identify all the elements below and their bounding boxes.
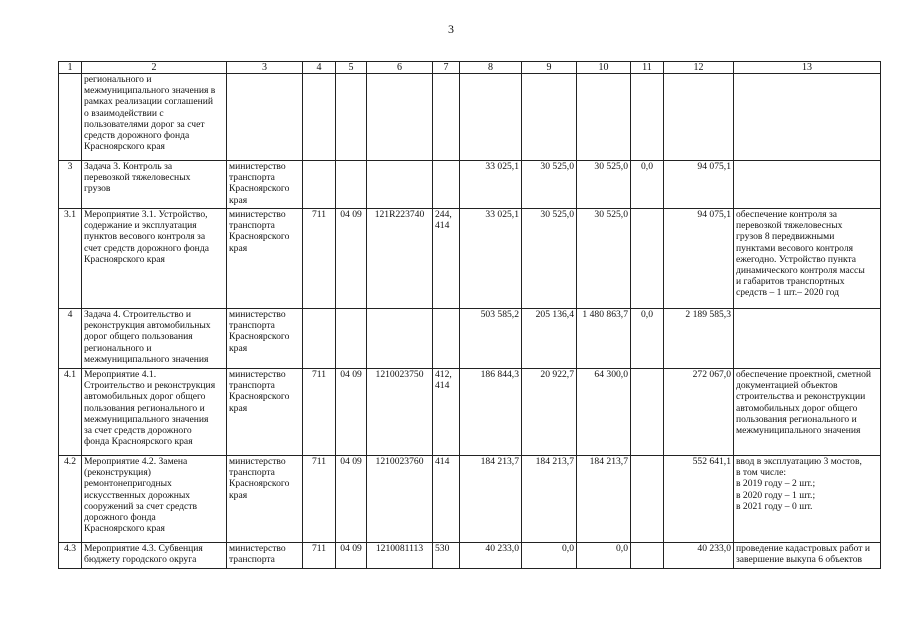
row-grbs: 711	[303, 209, 336, 309]
column-number: 11	[631, 62, 664, 74]
row-vr	[433, 309, 460, 369]
row-name: Мероприятие 3.1. Устройство, содержание и эксплуатация пунктов весового контроля за счет средств дорожного фонда Красноярского края	[82, 209, 227, 309]
column-number: 8	[460, 62, 522, 74]
table-body	[59, 62, 881, 569]
row-total: 272 067,0	[664, 369, 734, 456]
row-executor: министерство транспорта Красноярского края	[227, 456, 303, 543]
row-executor: министерство транспорта Красноярского края	[227, 161, 303, 209]
row-value-2019: 186 844,3	[460, 369, 522, 456]
row-value-2021: 0,0	[577, 543, 631, 569]
row-grbs: 711	[303, 456, 336, 543]
row-csr	[367, 74, 433, 161]
row-vr: 412, 414	[433, 369, 460, 456]
row-value-2020: 184 213,7	[522, 456, 577, 543]
row-csr: 1210081113	[367, 543, 433, 569]
row-rzpr	[336, 309, 367, 369]
row-rzpr	[336, 74, 367, 161]
row-grbs	[303, 309, 336, 369]
row-csr: 1210023760	[367, 456, 433, 543]
column-number: 5	[336, 62, 367, 74]
row-value-col11	[631, 74, 664, 161]
row-id: 4.2	[59, 456, 82, 543]
row-total: 40 233,0	[664, 543, 734, 569]
row-id: 3.1	[59, 209, 82, 309]
row-rzpr: 04 09	[336, 369, 367, 456]
row-csr	[367, 161, 433, 209]
table-row	[59, 369, 881, 456]
row-total: 94 075,1	[664, 161, 734, 209]
row-name: Мероприятие 4.3. Субвенция бюджету городского округа	[82, 543, 227, 569]
column-number: 3	[227, 62, 303, 74]
row-grbs: 711	[303, 543, 336, 569]
row-grbs: 711	[303, 369, 336, 456]
row-value-2021: 30 525,0	[577, 161, 631, 209]
row-executor: министерство транспорта Красноярского края	[227, 369, 303, 456]
row-id: 4.1	[59, 369, 82, 456]
row-vr: 414	[433, 456, 460, 543]
row-id	[59, 74, 82, 161]
row-value-2019: 33 025,1	[460, 209, 522, 309]
row-total: 94 075,1	[664, 209, 734, 309]
column-number: 9	[522, 62, 577, 74]
row-total: 552 641,1	[664, 456, 734, 543]
row-value-2020: 30 525,0	[522, 161, 577, 209]
page-number: 3	[448, 22, 454, 36]
row-vr	[433, 74, 460, 161]
row-value-2021: 1 480 863,7	[577, 309, 631, 369]
row-result: проведение кадастровых работ и завершение выкупа 6 объектов	[734, 543, 881, 569]
row-value-2021: 30 525,0	[577, 209, 631, 309]
table-row	[59, 161, 881, 209]
row-value-col11	[631, 369, 664, 456]
row-value-2021	[577, 74, 631, 161]
row-name: Задача 4. Строительство и реконструкция автомобильных дорог общего пользования регионального и межмуниципального значения	[82, 309, 227, 369]
row-value-2020: 20 922,7	[522, 369, 577, 456]
program-activities-table	[58, 61, 881, 569]
row-result	[734, 161, 881, 209]
row-result: ввод в эксплуатацию 3 мостов, в том числе: в 2019 году – 2 шт.; в 2020 году – 1 шт.; в 2021 году – 0 шт.	[734, 456, 881, 543]
row-name: регионального и межмуниципального значения в рамках реализации соглашений о взаимодействии с пользователями дорог за счет средств дорожного фонда Красноярского края	[82, 74, 227, 161]
table-row	[59, 456, 881, 543]
column-number: 7	[433, 62, 460, 74]
row-executor	[227, 74, 303, 161]
row-value-2019: 40 233,0	[460, 543, 522, 569]
column-number: 12	[664, 62, 734, 74]
row-value-2020: 205 136,4	[522, 309, 577, 369]
row-value-col11: 0,0	[631, 309, 664, 369]
column-number: 2	[82, 62, 227, 74]
row-vr: 530	[433, 543, 460, 569]
row-id: 4.3	[59, 543, 82, 569]
row-id: 3	[59, 161, 82, 209]
column-number-row	[59, 62, 881, 74]
row-rzpr	[336, 161, 367, 209]
row-total: 2 189 585,3	[664, 309, 734, 369]
row-vr	[433, 161, 460, 209]
row-grbs	[303, 74, 336, 161]
row-name: Мероприятие 4.1. Строительство и реконструкция автомобильных дорог общего пользования регионального и межмуниципального значения за счет средств дорожного фонда Красноярского края	[82, 369, 227, 456]
row-rzpr: 04 09	[336, 543, 367, 569]
column-number: 1	[59, 62, 82, 74]
column-number: 10	[577, 62, 631, 74]
row-value-col11	[631, 456, 664, 543]
row-value-2021: 184 213,7	[577, 456, 631, 543]
row-id: 4	[59, 309, 82, 369]
row-name: Мероприятие 4.2. Замена (реконструкция) ремонтонепригодных искусственных дорожных сооружений за счет средств дорожного фонда Красноярского края	[82, 456, 227, 543]
table-row	[59, 74, 881, 161]
row-executor: министерство транспорта Красноярского края	[227, 309, 303, 369]
row-csr	[367, 309, 433, 369]
column-number: 6	[367, 62, 433, 74]
row-value-2019	[460, 74, 522, 161]
row-total	[664, 74, 734, 161]
column-number: 4	[303, 62, 336, 74]
row-value-2019: 503 585,2	[460, 309, 522, 369]
row-rzpr: 04 09	[336, 209, 367, 309]
row-name: Задача 3. Контроль за перевозкой тяжеловесных грузов	[82, 161, 227, 209]
table-row	[59, 309, 881, 369]
row-value-2020: 30 525,0	[522, 209, 577, 309]
row-value-2019: 184 213,7	[460, 456, 522, 543]
row-value-col11: 0,0	[631, 161, 664, 209]
row-value-col11	[631, 543, 664, 569]
row-csr: 121R223740	[367, 209, 433, 309]
row-result: обеспечение контроля за перевозкой тяжеловесных грузов 8 передвижными пунктами весового контроля ежегодно. Устройство пункта динамического контроля массы и габаритов транспортных средств – 1 шт.– 2020 год	[734, 209, 881, 309]
row-vr: 244, 414	[433, 209, 460, 309]
table-row	[59, 543, 881, 569]
row-result: обеспечение проектной, сметной документацией объектов строительства и реконструкции автомобильных дорог общего пользования регионального и межмуниципального значения	[734, 369, 881, 456]
row-value-2020	[522, 74, 577, 161]
column-number: 13	[734, 62, 881, 74]
row-csr: 1210023750	[367, 369, 433, 456]
row-value-2019: 33 025,1	[460, 161, 522, 209]
row-result	[734, 309, 881, 369]
row-value-2020: 0,0	[522, 543, 577, 569]
row-grbs	[303, 161, 336, 209]
row-executor: министерство транспорта Красноярского края	[227, 209, 303, 309]
row-executor: министерство транспорта	[227, 543, 303, 569]
row-rzpr: 04 09	[336, 456, 367, 543]
row-value-col11	[631, 209, 664, 309]
row-value-2021: 64 300,0	[577, 369, 631, 456]
row-result	[734, 74, 881, 161]
table-row	[59, 209, 881, 309]
